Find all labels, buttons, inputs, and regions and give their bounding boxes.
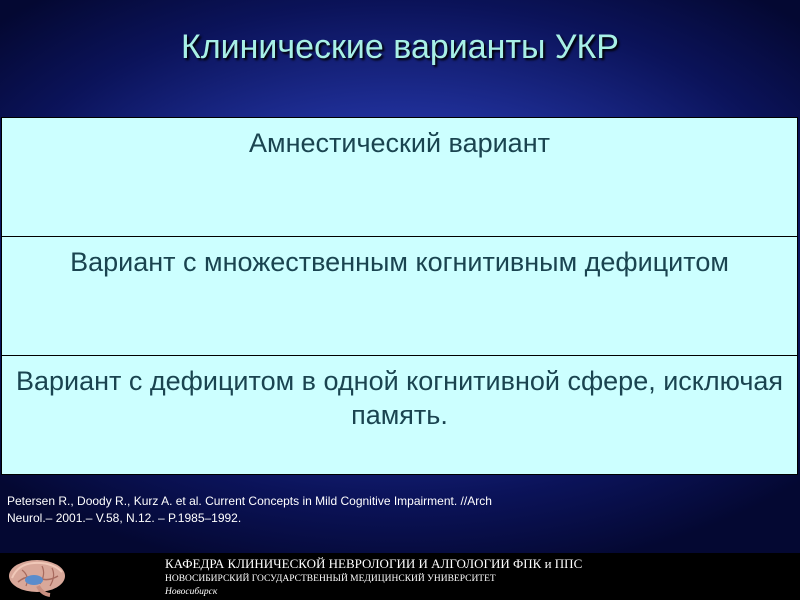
variant-amnestic: Амнестический вариант <box>2 118 798 237</box>
table-row <box>2 118 798 237</box>
citation <box>7 493 567 527</box>
footer-city: Новосибирск <box>165 587 218 597</box>
variants-table <box>1 117 798 475</box>
table-row <box>2 237 798 356</box>
footer-department: КАФЕДРА КЛИНИЧЕСКОЙ НЕВРОЛОГИИ И АЛГОЛОГИИ ФПК и ППС <box>165 556 583 571</box>
slide-title: Клинические варианты УКР <box>181 28 619 66</box>
brain-icon <box>4 556 68 598</box>
table-row <box>2 356 798 475</box>
citation-line-1: Petersen R., Doody R., Kurz A. et al. Current Concepts in Mild Cognitive Impairment. //Arch <box>7 494 492 508</box>
citation-line-2: Neurol.– 2001.– V.58, N.12. – P.1985–1992. <box>7 511 242 525</box>
variant-single-domain: Вариант с дефицитом в одной когнитивной сфере, исключая память. <box>2 356 798 475</box>
footer-text <box>165 556 582 598</box>
footer-university: НОВОСИБИРСКИЙ ГОСУДАРСТВЕННЫЙ МЕДИЦИНСКИЙ УНИВЕРСИТЕТ <box>165 574 496 584</box>
variant-multiple-domain: Вариант с множественным когнитивным дефицитом <box>2 237 798 356</box>
